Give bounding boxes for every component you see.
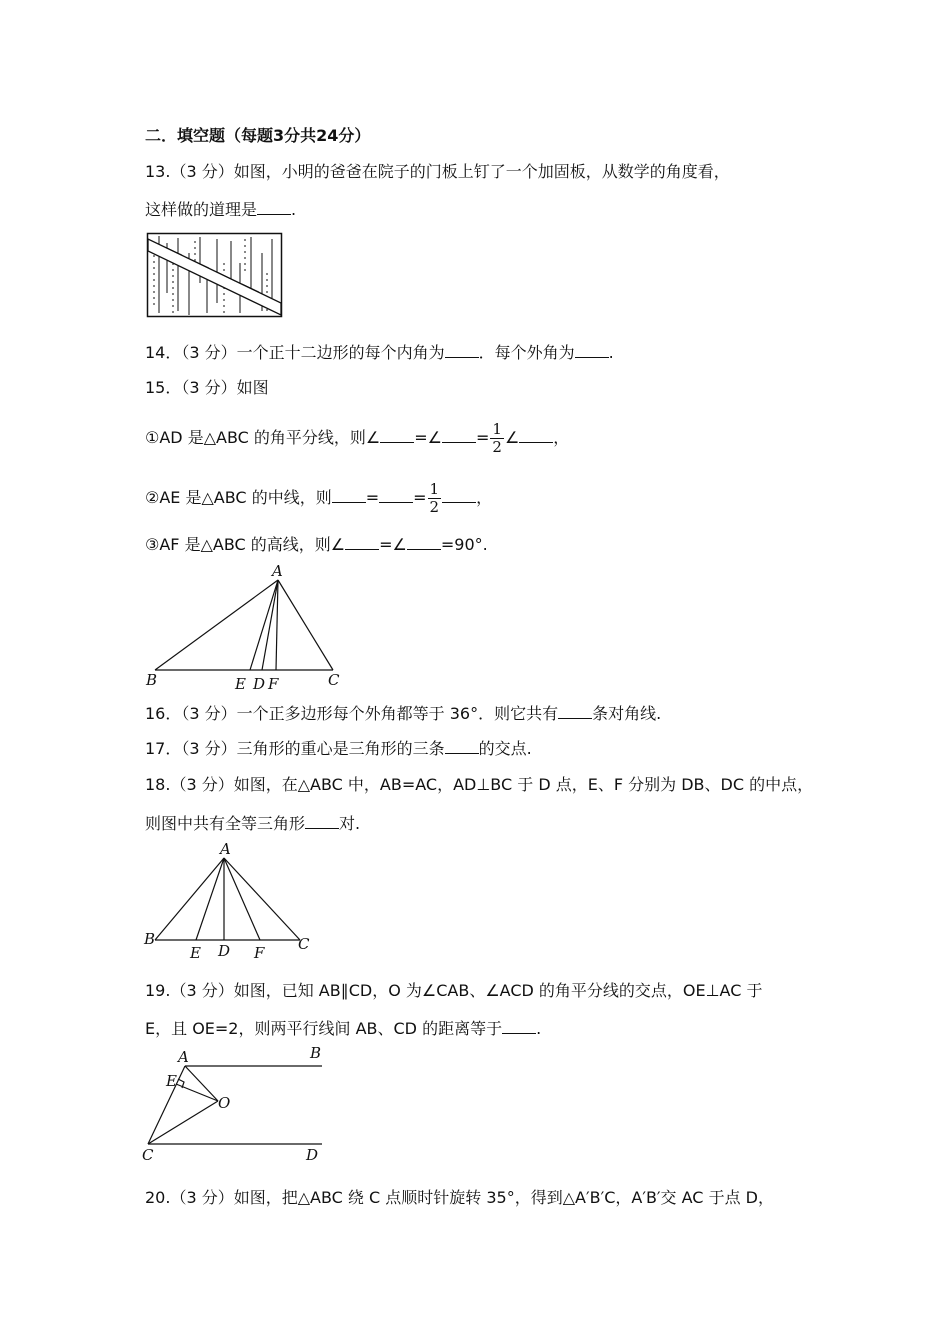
- q15-line3: [145, 535, 488, 555]
- q15-l2-text: ②AE 是△ABC 的中线，则: [145, 488, 332, 507]
- q15-head: 15．（3 分）如图: [145, 378, 269, 397]
- answer-blank: [558, 704, 592, 719]
- label-A: A: [178, 1048, 189, 1066]
- fraction-half: [428, 481, 442, 516]
- label-E: E: [190, 944, 201, 962]
- q13-end: .: [291, 200, 297, 219]
- q14-line: [145, 343, 614, 363]
- q15-l1-eq: =∠: [414, 428, 442, 447]
- door-board-figure: [147, 233, 283, 318]
- q17-text-2: 的交点.: [478, 739, 532, 758]
- answer-blank: [380, 428, 414, 443]
- answer-blank: [519, 428, 553, 443]
- label-B: B: [310, 1044, 322, 1062]
- label-B: B: [144, 930, 156, 948]
- answer-blank: [345, 535, 379, 550]
- answer-blank: [445, 739, 479, 754]
- parallel-lines-figure: [140, 1046, 330, 1166]
- q14-text-2: ．每个外角为: [478, 343, 575, 362]
- label-A: A: [272, 562, 283, 580]
- q15-l2-eq2: =: [413, 488, 427, 507]
- q17-line: [145, 739, 532, 759]
- q19-line1: 19.（3 分）如图，已知 AB∥CD，O 为∠CAB、∠ACD 的角平分线的交点，OE⊥AC 于: [145, 981, 763, 1000]
- fraction-numerator: 1: [492, 420, 502, 438]
- fraction-half: [490, 421, 504, 456]
- answer-blank: [575, 343, 609, 358]
- q13-line2: [145, 200, 296, 220]
- fraction-numerator: 1: [429, 480, 440, 498]
- fraction-denominator: 2: [492, 438, 502, 456]
- answer-blank: [379, 488, 413, 503]
- q18-line2: [145, 814, 360, 834]
- label-D: D: [218, 942, 231, 960]
- label-O: O: [218, 1094, 231, 1112]
- label-A: A: [220, 840, 231, 858]
- q15-l3-eq: =∠: [379, 535, 407, 554]
- answer-blank: [442, 428, 476, 443]
- answer-blank: [257, 200, 291, 215]
- q20-line1: 20.（3 分）如图，把△ABC 绕 C 点顺时针旋转 35°，得到△A′B′C，A′B′交 AC 于点 D，: [145, 1188, 774, 1207]
- answer-blank: [442, 488, 476, 503]
- label-E: E: [166, 1072, 177, 1090]
- q16-text-2: 条对角线.: [592, 704, 662, 723]
- label-C: C: [298, 935, 310, 953]
- answer-blank: [445, 343, 479, 358]
- answer-blank: [305, 814, 339, 829]
- q15-line2: [145, 480, 492, 516]
- label-D: D: [306, 1146, 319, 1164]
- triangle-abc-figure-15: [140, 560, 350, 695]
- q15-l2-eq: =: [365, 488, 380, 507]
- answer-blank: [332, 488, 366, 503]
- label-D: D: [253, 675, 266, 693]
- fraction-denominator: 2: [429, 498, 440, 516]
- answer-blank: [407, 535, 441, 550]
- q18-line1: 18.（3 分）如图，在△ABC 中，AB=AC，AD⊥BC 于 D 点，E、F 分别为 DB、DC 的中点，: [145, 775, 814, 794]
- label-B: B: [146, 671, 158, 689]
- q19-text: E，且 OE=2，则两平行线间 AB、CD 的距离等于: [145, 1019, 503, 1038]
- q13-text: 这样做的道理是: [145, 200, 258, 219]
- q14-text-3: .: [608, 343, 614, 362]
- label-F: F: [254, 944, 265, 962]
- label-E: E: [235, 675, 246, 693]
- q19-line2: [145, 1019, 541, 1039]
- q15-l1-eq2: =: [476, 428, 490, 447]
- section-title: 二．填空题（每题3分共24分）: [145, 126, 371, 145]
- q19-end: .: [536, 1019, 542, 1038]
- answer-blank: [502, 1019, 536, 1034]
- label-C: C: [328, 671, 340, 689]
- q18-text: 则图中共有全等三角形: [145, 814, 306, 833]
- q15-l3-end: =90°.: [440, 535, 488, 554]
- q15-l3-text: ③AF 是△ABC 的高线，则∠: [145, 535, 346, 554]
- q13-line1: 13.（3 分）如图，小明的爸爸在院子的门板上钉了一个加固板，从数学的角度看，: [145, 162, 730, 181]
- q15-l1-angle: ∠: [504, 428, 520, 447]
- q15-l1-text: ①AD 是△ABC 的角平分线，则∠: [145, 428, 381, 447]
- q16-line: [145, 704, 661, 724]
- q15-line1: [145, 420, 569, 456]
- q14-text-1: 14．（3 分）一个正十二边形的每个内角为: [145, 343, 445, 362]
- label-F: F: [268, 675, 279, 693]
- q16-text-1: 16．（3 分）一个正多边形每个外角都等于 36°．则它共有: [145, 704, 559, 723]
- q17-text-1: 17．（3 分）三角形的重心是三角形的三条: [145, 739, 445, 758]
- label-C: C: [142, 1146, 154, 1164]
- q15-l2-end: ，: [476, 488, 493, 507]
- triangle-abc-figure-18: [140, 840, 320, 965]
- q18-end: 对.: [339, 814, 361, 833]
- q15-l1-end: ，: [553, 428, 570, 447]
